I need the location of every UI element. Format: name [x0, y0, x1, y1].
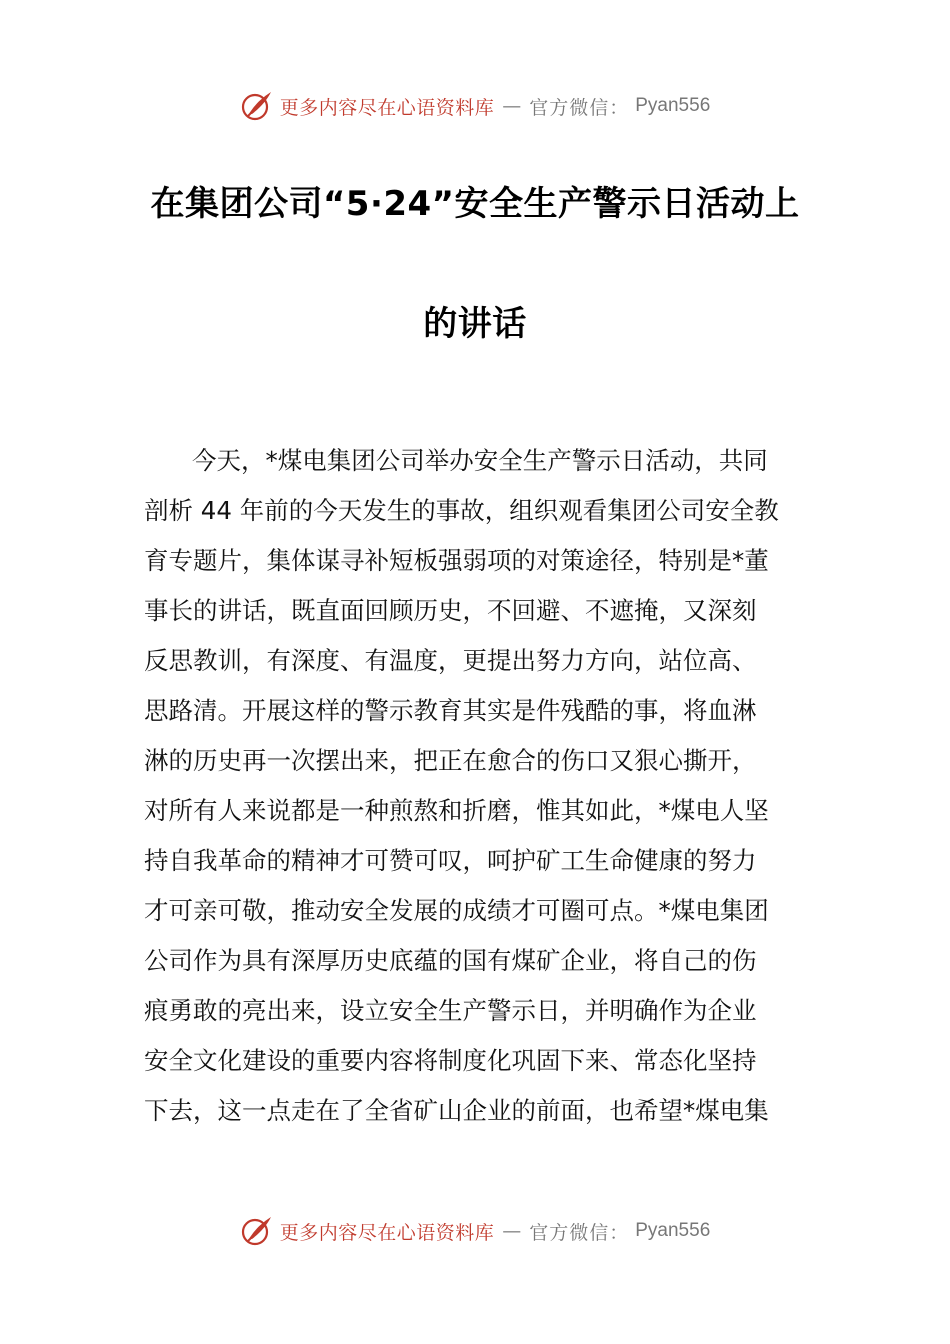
body-line: 育专题片，集体谋寻补短板强弱项的对策途径，特别是*董 — [144, 546, 769, 575]
body-line: 持自我革命的精神才可赞可叹，呵护矿工生命健康的努力 — [144, 846, 757, 875]
body-line: 剖析 44 年前的今天发生的事故，组织观看集团公司安全教 — [144, 496, 779, 525]
body-line: 反思教训，有深度、有温度，更提出努力方向，站位高、 — [144, 646, 757, 675]
body-line: 今天，*煤电集团公司举办安全生产警示日活动，共同 — [192, 446, 768, 475]
body-line: 痕勇敢的亮出来，设立安全生产警示日，并明确作为企业 — [144, 996, 757, 1025]
document-title-line-1: 在集团公司“5·24”安全生产警示日活动上 — [150, 184, 800, 224]
banner-subtext: 官方微信： — [529, 1221, 630, 1244]
body-line: 淋的历史再一次摆出来，把正在愈合的伤口又狠心撕开， — [144, 746, 757, 775]
body-line: 对所有人来说都是一种煎熬和折磨，惟其如此，*煤电人坚 — [144, 796, 769, 825]
header-watermark-banner — [0, 86, 950, 126]
banner-subtext: 官方微信： — [529, 96, 630, 119]
body-line: 公司作为具有深厚历史底蕴的国有煤矿企业，将自己的伤 — [144, 946, 757, 975]
body-line: 下去，这一点走在了全省矿山企业的前面，也希望*煤电集 — [144, 1096, 769, 1125]
banner-dash: — — [502, 1220, 522, 1242]
body-line: 思路清。开展这样的警示教育其实是件残酷的事，将血淋 — [144, 696, 757, 725]
banner-text: 更多内容尽在心语资料库 — [279, 1221, 495, 1244]
body-line: 才可亲可敬，推动安全发展的成绩才可圈可点。*煤电集团 — [144, 896, 769, 925]
banner-text: 更多内容尽在心语资料库 — [279, 96, 495, 119]
body-line: 安全文化建设的重要内容将制度化巩固下来、常态化坚持 — [144, 1046, 757, 1075]
quill-pen-icon — [240, 1214, 274, 1248]
document-body — [144, 436, 814, 1136]
body-line: 事长的讲话，既直面回顾历史，不回避、不遮掩，又深刻 — [144, 596, 757, 625]
document-title-line-2: 的讲话 — [423, 304, 527, 344]
banner-dash: — — [502, 95, 522, 117]
banner-wechat-id: Pyan556 — [635, 1220, 711, 1241]
quill-pen-icon — [240, 89, 274, 123]
banner-wechat-id: Pyan556 — [635, 95, 711, 116]
footer-watermark-banner — [0, 1211, 950, 1251]
